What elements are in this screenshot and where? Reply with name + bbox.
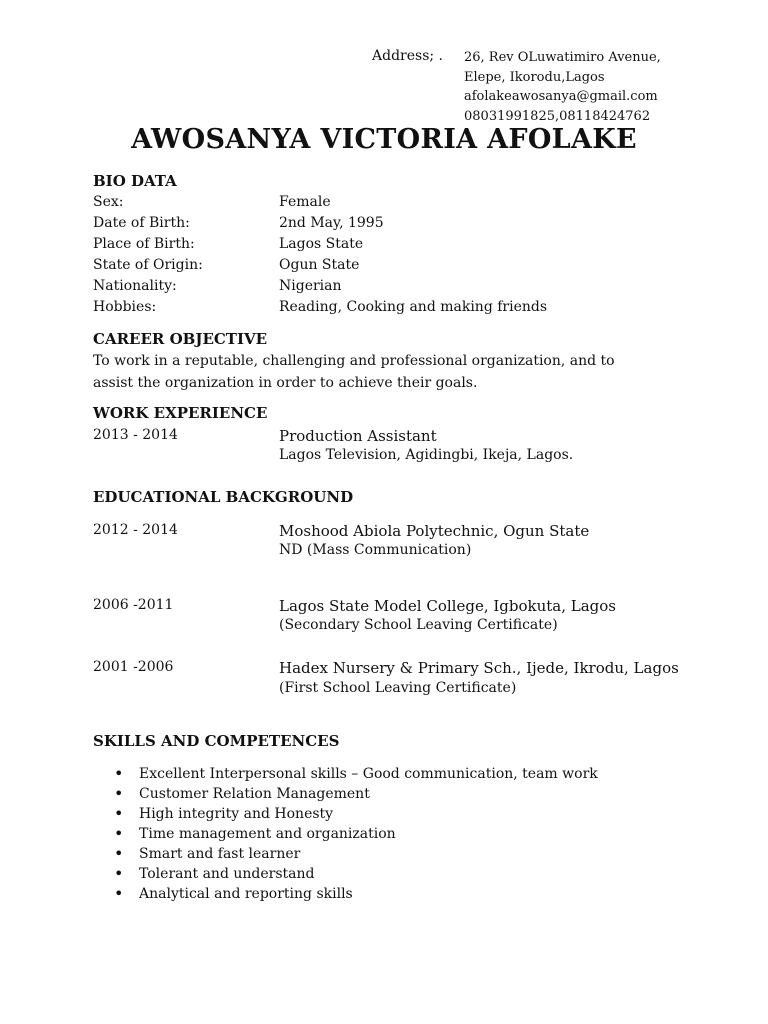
bio-data-heading: BIO DATA [93,172,177,190]
email: afolakeawosanya@gmail.com [464,89,658,104]
skill-item: • Analytical and reporting skills [105,884,598,904]
bio-value: Reading, Cooking and making friends [279,299,548,315]
address-label: Address; . [372,48,443,64]
bio-row-nationality [93,278,342,294]
education-school: Lagos State Model College, Igbokuta, Lagos [279,597,617,615]
work-title: Production Assistant [279,427,437,445]
bio-row-origin [93,257,359,273]
education-certificate: (Secondary School Leaving Certificate) [279,617,558,633]
career-objective-heading: CAREER OBJECTIVE [93,330,268,348]
bio-value: Nigerian [279,278,342,294]
education-school: Moshood Abiola Polytechnic, Ogun State [279,522,590,540]
skill-item: • Excellent Interpersonal skills – Good communication, team work [105,764,598,784]
bio-row-pob [93,236,363,252]
skill-item: • Tolerant and understand [105,864,598,884]
education-certificate: ND (Mass Communication) [279,542,472,558]
education-period: 2001 -2006 [93,659,174,675]
career-objective-text: To work in a reputable, challenging and professional organization, and to assist the organization in order to achieve their goals. [93,353,615,391]
bio-value: 2nd May, 1995 [279,215,384,231]
bio-label: Sex: [93,194,124,210]
bio-row-dob [93,215,384,231]
education-certificate: (First School Leaving Certificate) [279,680,517,696]
bio-label: Hobbies: [93,299,157,315]
skill-item: • Time management and organization [105,824,598,844]
skills-list [105,764,598,904]
bio-value: Lagos State [279,236,364,252]
work-period: 2013 - 2014 [93,427,178,443]
bio-value: Ogun State [279,257,360,273]
bio-label: Date of Birth: [93,215,190,231]
bio-label: State of Origin: [93,257,203,273]
bio-value: Female [279,194,331,210]
contact-block [464,48,661,126]
applicant-name: AWOSANYA VICTORIA AFOLAKE [131,124,637,155]
work-experience-heading: WORK EXPERIENCE [93,404,268,422]
skill-item: • High integrity and Honesty [105,804,598,824]
address-line-2: Elepe, Ikorodu,Lagos [464,69,605,85]
work-place: Lagos Television, Agidingbi, Ikeja, Lagos. [279,447,574,463]
bio-label: Nationality: [93,278,177,294]
bio-label: Place of Birth: [93,236,195,252]
bio-row-hobbies [93,299,547,315]
address-line-1: 26, Rev OLuwatimiro Avenue, [464,50,661,65]
skill-item: • Smart and fast learner [105,844,598,864]
skill-item: • Customer Relation Management [105,784,598,804]
skills-heading: SKILLS AND COMPETENCES [93,732,340,750]
bio-row-sex [93,194,331,210]
education-school: Hadex Nursery & Primary Sch., Ijede, Ikrodu, Lagos [279,659,679,677]
education-heading: EDUCATIONAL BACKGROUND [93,488,354,506]
phone-numbers: 08031991825,08118424762 [464,108,651,124]
education-period: 2006 -2011 [93,597,174,613]
education-period: 2012 - 2014 [93,522,178,538]
